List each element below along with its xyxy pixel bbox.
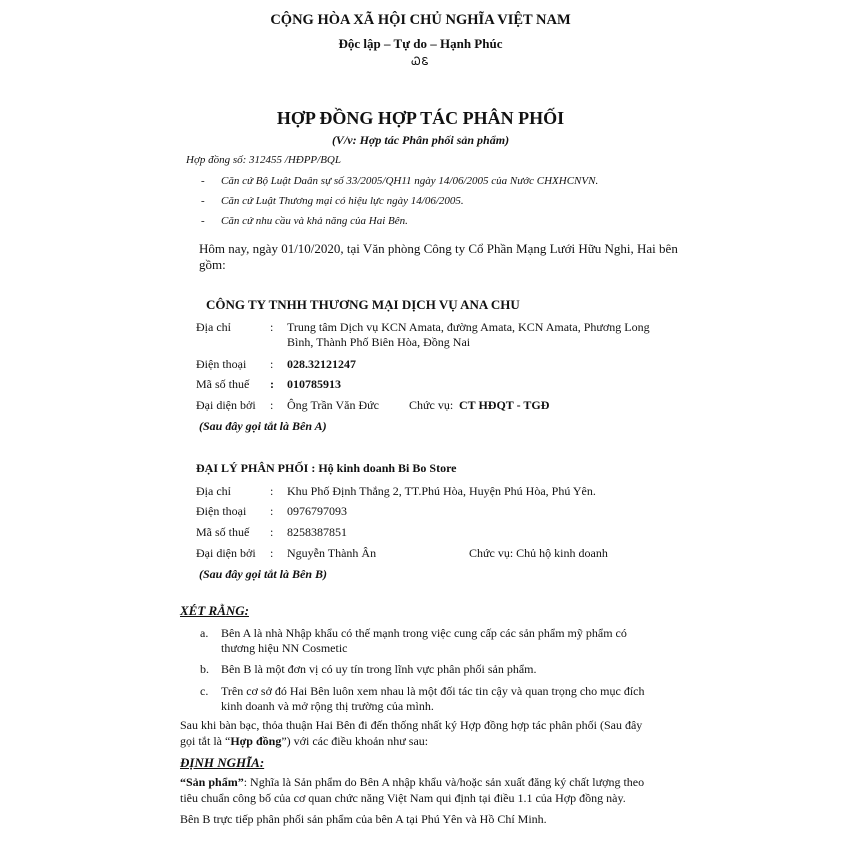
agreement-post: ”) với các điều khoản như sau: (281, 734, 429, 748)
whereas-marker: b. (200, 662, 209, 676)
agreement-text: Sau khi bàn bạc, thỏa thuận Hai Bên đi đến thống nhất ký Hợp đồng hợp tác phân phối (Sau đây (180, 718, 643, 732)
party-a-address-cont: Bình, Thành Phố Biên Hòa, Đồng Nai (287, 335, 471, 349)
party-b-name: Hộ kinh doanh Bi Bo Store (318, 461, 457, 475)
party-a-phone-label: Điện thoại (196, 357, 247, 371)
party-b-rep: Nguyễn Thành Ân (287, 546, 377, 560)
ornament: ᏇᏋ (411, 56, 430, 68)
distribution-text: Bên B trực tiếp phân phối sản phẩm của bên A tại Phú Yên và Hồ Chí Minh. (180, 812, 547, 826)
whereas-item: Trên cơ sở đó Hai Bên luôn xem nhau là một đối tác tin cậy và quan trọng cho mục đích (221, 684, 645, 698)
party-a-address-label: Địa chỉ (196, 320, 231, 334)
colon: : (270, 525, 274, 539)
basis-bullet: - (201, 195, 205, 207)
basis-item: Căn cứ nhu cầu và khả năng của Hai Bên. (221, 215, 408, 227)
colon: : (270, 504, 274, 518)
party-b-address-label: Địa chỉ (196, 484, 231, 498)
party-a-position-label: Chức vụ: (409, 398, 454, 412)
party-b-position: Chức vụ: Chủ hộ kinh doanh (469, 546, 608, 560)
party-b-prefix: ĐẠI LÝ PHÂN PHỐI : (196, 461, 319, 475)
whereas-heading: XÉT RẰNG: (180, 603, 249, 618)
agreement-text-cont (180, 734, 428, 749)
party-a-note: (Sau đây gọi tắt là Bên A) (199, 419, 327, 433)
colon: : (270, 484, 274, 498)
party-a-address: Trung tâm Dịch vụ KCN Amata, đường Amata, KCN Amata, Phương Long (287, 320, 650, 334)
party-a-name: CÔNG TY TNHH THƯƠNG MẠI DỊCH VỤ ANA CHU (206, 297, 520, 312)
definition-text-cont: tiêu chuẩn công bố của cơ quan chức năng Việt Nam qui định tại điều 1.1 của Hợp đồng này. (180, 791, 626, 805)
basis-bullet: - (201, 215, 205, 227)
party-b-phone-label: Điện thoại (196, 504, 247, 518)
party-b-note: (Sau đây gọi tắt là Bên B) (199, 567, 328, 581)
definition-product (180, 775, 644, 790)
whereas-item-cont: kinh doanh và mở rộng thị trường của mình. (221, 699, 434, 713)
definitions-heading: ĐỊNH NGHĨA: (180, 755, 265, 770)
contract-subtitle: (V/v: Hợp tác Phân phối sản phẩm) (331, 133, 510, 147)
motto: Độc lập – Tự do – Hạnh Phúc (338, 36, 503, 51)
contract-title: HỢP ĐỒNG HỢP TÁC PHÂN PHỐI (276, 108, 565, 128)
basis-item: Căn cứ Bộ Luật Daân sự số 33/2005/QH11 ngày 14/06/2005 của Nước CHXHCNVN. (221, 175, 599, 187)
contract-number: Hợp đồng số: 312455 /HĐPP/BQL (186, 154, 341, 166)
party-b-phone: 0976797093 (287, 504, 347, 518)
party-b-rep-label: Đại diện bởi (196, 546, 256, 560)
agreement-term: Hợp đồng (230, 734, 282, 748)
definition-text: : Nghĩa là Sản phẩm do Bên A nhập khẩu và/hoặc sản xuất đăng ký chất lượng theo (243, 775, 645, 789)
party-a-rep-label: Đại diện bởi (196, 398, 256, 412)
basis-bullet: - (201, 175, 205, 187)
colon: : (270, 357, 274, 371)
colon: : (270, 320, 274, 334)
definition-term: “Sản phẩm” (180, 775, 244, 789)
basis-item: Căn cứ Luật Thương mại có hiệu lực ngày 14/06/2005. (221, 195, 464, 207)
party-b-address: Khu Phố Định Thắng 2, TT.Phú Hòa, Huyện Phú Hòa, Phú Yên. (287, 484, 596, 498)
intro-text: Hôm nay, ngày 01/10/2020, tại Văn phòng Công ty Cổ Phần Mạng Lưới Hữu Nghi, Hai bên (199, 241, 678, 256)
party-a-tax-label: Mã số thuế (196, 377, 250, 391)
party-a-tax: 010785913 (287, 377, 341, 391)
colon: : (270, 398, 274, 412)
whereas-item: Bên B là một đơn vị có uy tín trong lĩnh vực phân phối sản phẩm. (221, 662, 537, 676)
party-b-tax-label: Mã số thuế (196, 525, 250, 539)
party-a-position: CT HĐQT - TGĐ (459, 398, 550, 412)
country-heading: CỘNG HÒA XÃ HỘI CHỦ NGHĨA VIỆT NAM (270, 12, 571, 28)
whereas-item: Bên A là nhà Nhập khẩu có thế mạnh trong việc cung cấp các sản phẩm mỹ phẩm có (221, 626, 627, 640)
colon: : (270, 546, 274, 560)
party-a-rep: Ông Trần Văn Đức (287, 398, 379, 412)
party-b-tax: 8258387851 (287, 525, 347, 539)
colon: : (270, 377, 274, 391)
intro-text-cont: gồm: (199, 257, 226, 272)
agreement-pre: gọi tắt là “ (180, 734, 231, 748)
party-b-heading (196, 461, 457, 476)
party-a-phone: 028.32121247 (287, 357, 356, 371)
whereas-marker: a. (200, 626, 209, 640)
whereas-marker: c. (200, 684, 209, 698)
whereas-item-cont: thương hiệu NN Cosmetic (221, 641, 348, 655)
